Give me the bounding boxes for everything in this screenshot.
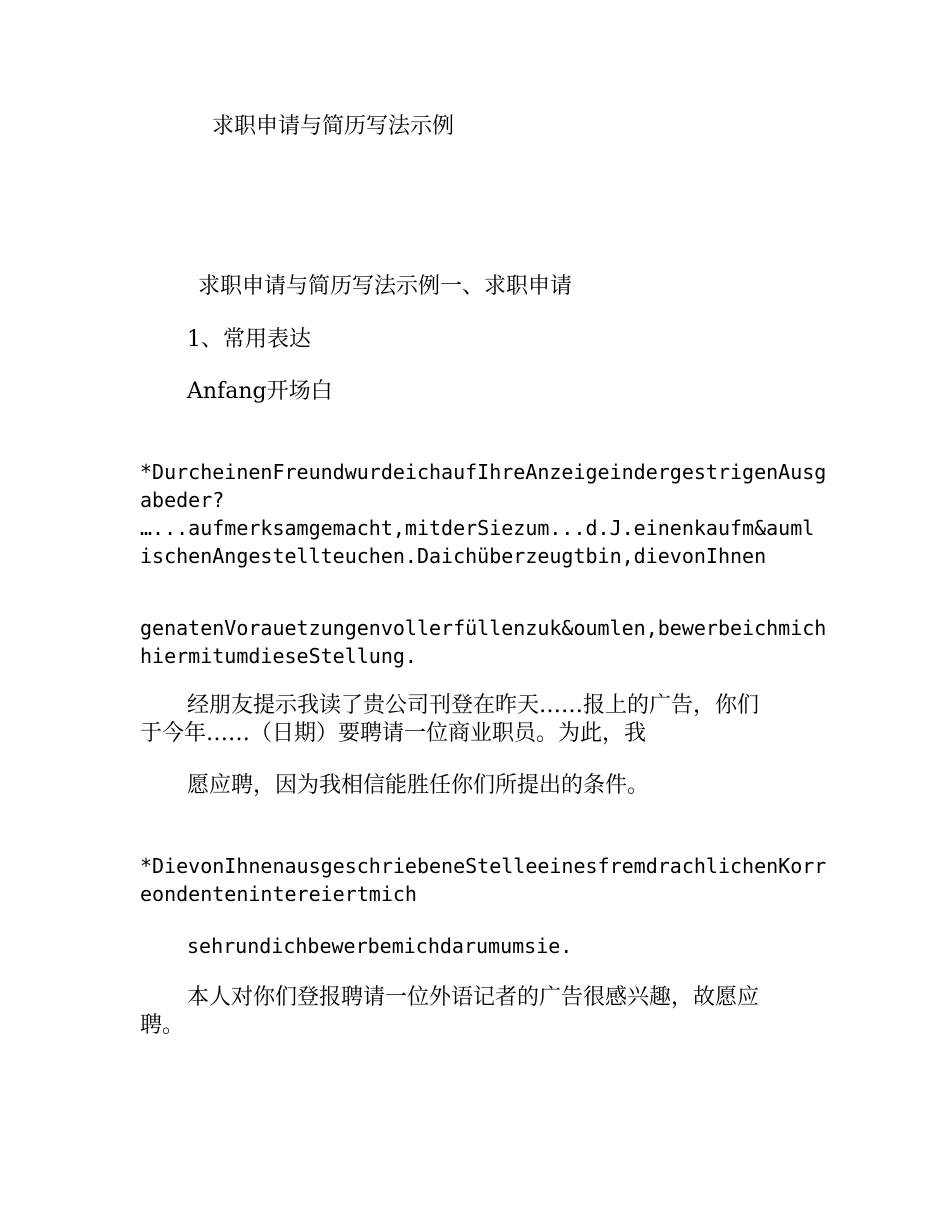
text-line: eondentenintereiertmich [140, 882, 417, 906]
german-paragraph-1 [140, 458, 827, 570]
text-line: 本人对你们登报聘请一位外语记者的广告很感兴趣，故愿应 [187, 985, 760, 1010]
text-line: *DurcheinenFreundwurdeichaufIhreAnzeigeindergestrigenAusg [140, 460, 827, 484]
text-line: abeder? [140, 488, 225, 512]
german-paragraph-2-continued: sehrundichbewerbemichdarumumsie. [187, 934, 573, 958]
text-line: *DievonIhnenausgeschriebeneStelleeinesfremdrachlichenKorr [140, 854, 827, 878]
text-line: genatenVorauetzungenvollerfüllenzuk&oumlen,bewerbeichmich [140, 616, 827, 640]
chinese-paragraph-1 [140, 692, 805, 748]
german-paragraph-2 [140, 852, 827, 908]
german-paragraph-1-continued [140, 614, 827, 670]
text-line: 经朋友提示我读了贵公司刊登在昨天……报上的广告，你们 [187, 693, 760, 718]
section-heading: 求职申请与简历写法示例一、求职申请 [198, 274, 573, 299]
document-title: 求职申请与简历写法示例 [212, 114, 455, 139]
subsection-title: 1、常用表达 [187, 327, 311, 352]
chinese-paragraph-1-continued: 愿应聘，因为我相信能胜任你们所提出的条件。 [187, 773, 650, 798]
chinese-paragraph-2 [140, 984, 805, 1040]
text-line: ischenAngestellteuchen.Daichüberzeugtbin,dievonIhnen [140, 544, 767, 568]
text-line: 于今年……（日期）要聘请一位商业职员。为此，我 [140, 721, 647, 746]
text-line: 聘。 [140, 1013, 185, 1038]
text-line: hiermitumdieseStellung. [140, 644, 417, 668]
text-line: …...aufmerksamgemacht,mitderSiezum...d.J.einenkaufm&auml [140, 516, 815, 540]
anfang-label: Anfang开场白 [187, 379, 333, 404]
